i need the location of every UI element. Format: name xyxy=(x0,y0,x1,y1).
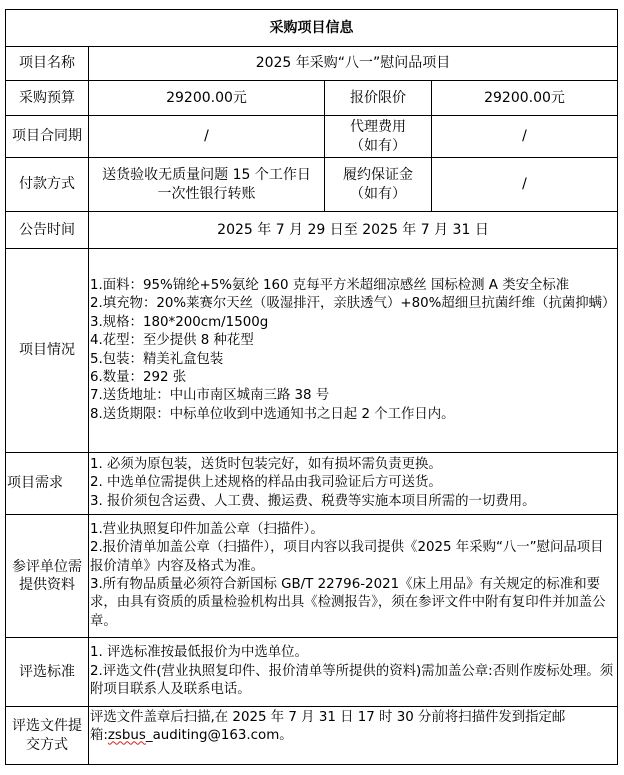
submission-row xyxy=(6,707,618,765)
submission-text-end: 。 xyxy=(279,728,293,744)
contract-period-value: / xyxy=(89,116,325,158)
project-details-list xyxy=(89,249,618,453)
requirements-label: 项目需求 xyxy=(6,453,89,515)
payment-value xyxy=(89,158,325,212)
procurement-info-table xyxy=(5,9,618,765)
materials-list xyxy=(89,515,618,638)
criteria-item-2: 2.评选文件(营业执照复印件、报价清单等所提供的资料)需加盖公章:否则作废标处理。须附项目联系人及联系电话。 xyxy=(90,663,614,698)
deposit-label-line1: 履约保证金 xyxy=(343,167,413,184)
payment-value-line1: 送货验收无质量问题 15 个工作日 xyxy=(102,167,311,184)
material-item-2: 2.报价清单加盖公章（扫描件），项目内容以我司提供《2025 年采购“八一”慰问品项目报价清单》内容及格式为准。 xyxy=(90,540,604,574)
submission-email-user[interactable]: zsbus xyxy=(107,728,146,744)
contract-period-label: 项目合同期 xyxy=(6,116,89,158)
detail-item-1: 1.面料：95%锦纶+5%氨纶 160 克每平方米超细凉感丝 国标检测 A 类安全标准 xyxy=(90,277,570,293)
submission-label: 评选文件提交方式 xyxy=(6,707,89,765)
material-item-3: 3.所有物品质量必须符合新国标 GB/T 22796-2021《床上用品》有关规定的标准和要求，由具有资质的质量检验机构出具《检测报告》，须在参评文件中附有复印件并加盖公章。 xyxy=(90,577,606,629)
agency-fee-label xyxy=(325,116,432,158)
deposit-value: / xyxy=(432,158,618,212)
budget-row xyxy=(6,81,618,116)
submission-text xyxy=(89,707,618,765)
price-limit-value: 29200.00元 xyxy=(432,81,618,116)
budget-value: 29200.00元 xyxy=(89,81,325,116)
payment-label: 付款方式 xyxy=(6,158,89,212)
detail-item-3: 3.规格：180*200cm/1500g xyxy=(90,314,269,330)
detail-item-7: 7.送货地址：中山市南区城南三路 38 号 xyxy=(90,388,330,404)
materials-row xyxy=(6,515,618,638)
project-details-label: 项目情况 xyxy=(6,249,89,453)
agency-fee-value: / xyxy=(432,116,618,158)
table-title: 采购项目信息 xyxy=(6,10,618,47)
detail-item-8: 8.送货期限：中标单位收到中选通知书之日起 2 个工作日内。 xyxy=(90,406,455,422)
project-name-label: 项目名称 xyxy=(6,47,89,81)
title-row xyxy=(6,10,618,47)
material-item-1: 1.营业执照复印件加盖公章（扫描件）。 xyxy=(90,521,324,537)
requirements-row xyxy=(6,453,618,515)
detail-item-5: 5.包装：精美礼盒包装 xyxy=(90,351,224,367)
detail-item-6: 6.数量：292 张 xyxy=(90,369,187,385)
project-name-row xyxy=(6,47,618,81)
detail-item-2: 2.填充物：20%莱赛尔天丝（吸湿排汗，亲肤透气）+80%超细旦抗菌纤维（抗菌抑螨） xyxy=(90,296,616,312)
deposit-label-line2: （如有） xyxy=(350,185,406,202)
contract-period-row xyxy=(6,116,618,158)
project-name-value: 2025 年采购“八一”慰问品项目 xyxy=(89,47,618,81)
price-limit-label: 报价限价 xyxy=(325,81,432,116)
requirement-item-1: 1. 必须为原包装，送货时包装完好，如有损坏需负责更换。 xyxy=(90,456,442,472)
project-details-row xyxy=(6,249,618,453)
announcement-value: 2025 年 7 月 29 日至 2025 年 7 月 31 日 xyxy=(89,212,618,249)
materials-label: 参评单位需提供资料 xyxy=(6,515,89,638)
announcement-label: 公告时间 xyxy=(6,212,89,249)
detail-item-4: 4.花型：至少提供 8 种花型 xyxy=(90,333,254,349)
payment-row xyxy=(6,158,618,212)
agency-fee-label-line1: 代理费用 xyxy=(350,119,406,136)
requirements-list xyxy=(89,453,618,515)
submission-email-domain[interactable]: _auditing@163.com xyxy=(145,728,280,744)
payment-value-line2: 一次性银行转账 xyxy=(157,185,256,202)
deposit-label xyxy=(325,158,432,212)
agency-fee-label-line2: （如有） xyxy=(350,137,406,154)
submission-instructions: 评选文件盖章后扫描,在 2025 年 7 月 31 日 17 时 30 分前将扫描件发到指定邮箱: xyxy=(90,710,566,744)
criteria-row xyxy=(6,638,618,707)
criteria-label: 评选标准 xyxy=(6,638,89,707)
requirement-item-2: 2. 中选单位需提供上述规格的样品由我司验证后方可送货。 xyxy=(90,475,442,491)
criteria-list xyxy=(89,638,618,707)
budget-label: 采购预算 xyxy=(6,81,89,116)
requirement-item-3: 3. 报价须包含运费、人工费、搬运费、税费等实施本项目所需的一切费用。 xyxy=(90,493,536,509)
criteria-item-1: 1. 评选标准按最低报价为中选单位。 xyxy=(90,645,308,661)
announcement-row xyxy=(6,212,618,249)
